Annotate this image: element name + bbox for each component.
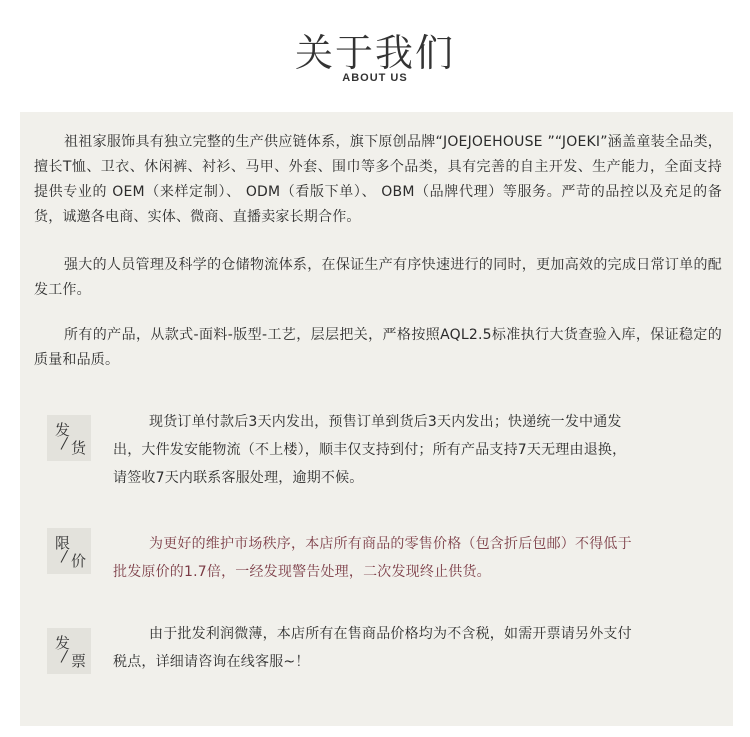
intro-paragraph-1: 祖祖家服饰具有独立完整的生产供应链体系，旗下原创品牌“JOEJOEHOUSE ”“JOEKI”涵盖童装全品类，擅长T恤、卫衣、休闲裤、衬衫、马甲、外套、围巾等多个品类，具有完善的自主开发、生产能力，全面支持提供专业的 OEM（来样定制）、 ODM（看版下单）、 OBM（品牌代理）等服务。严苛的品控以及充足的备货，诚邀各电商、实体、微商、直播卖家长期合作。 [34, 134, 722, 225]
price-limit-tag-char-top: 限 [55, 534, 71, 552]
price-limit-policy-text: 为更好的维护市场秩序，本店所有商品的零售价格（包含折后包邮）不得低于批发原价的1.7倍，一经发现警告处理，二次发现终止供货。 [113, 536, 632, 580]
shipping-tag-char-top: 发 [55, 421, 71, 439]
shipping-tag-char-bottom: 货 [71, 439, 87, 457]
invoice-tag-char-top: 发 [55, 634, 71, 652]
invoice-tag [47, 628, 91, 674]
intro-paragraph-2: 强大的人员管理及科学的仓储物流体系，在保证生产有序快速进行的同时，更加高效的完成日常订单的配发工作。 [34, 257, 722, 298]
intro-paragraph-3: 所有的产品，从款式-面料-版型-工艺，层层把关，严格按照AQL2.5标准执行大货查验入库，保证稳定的质量和品质。 [34, 327, 722, 368]
shipping-policy-text: 现货订单付款后3天内发出，预售订单到货后3天内发出；快递统一发中通发出，大件发安能物流（不上楼），顺丰仅支持到付；所有产品支持7天无理由退换，请签收7天内联系客服处理，逾期不候。 [113, 414, 627, 486]
price-limit-tag-char-bottom: 价 [71, 552, 87, 570]
page-subtitle: ABOUT US [342, 72, 408, 84]
price-limit-tag [47, 528, 91, 574]
page-title: 关于我们 [294, 31, 455, 75]
shipping-tag [47, 415, 91, 461]
invoice-tag-char-bottom: 票 [71, 652, 87, 670]
invoice-policy-text: 由于批发利润微薄，本店所有在售商品价格均为不含税，如需开票请另外支付税点，详细请咨询在线客服~！ [113, 626, 632, 670]
